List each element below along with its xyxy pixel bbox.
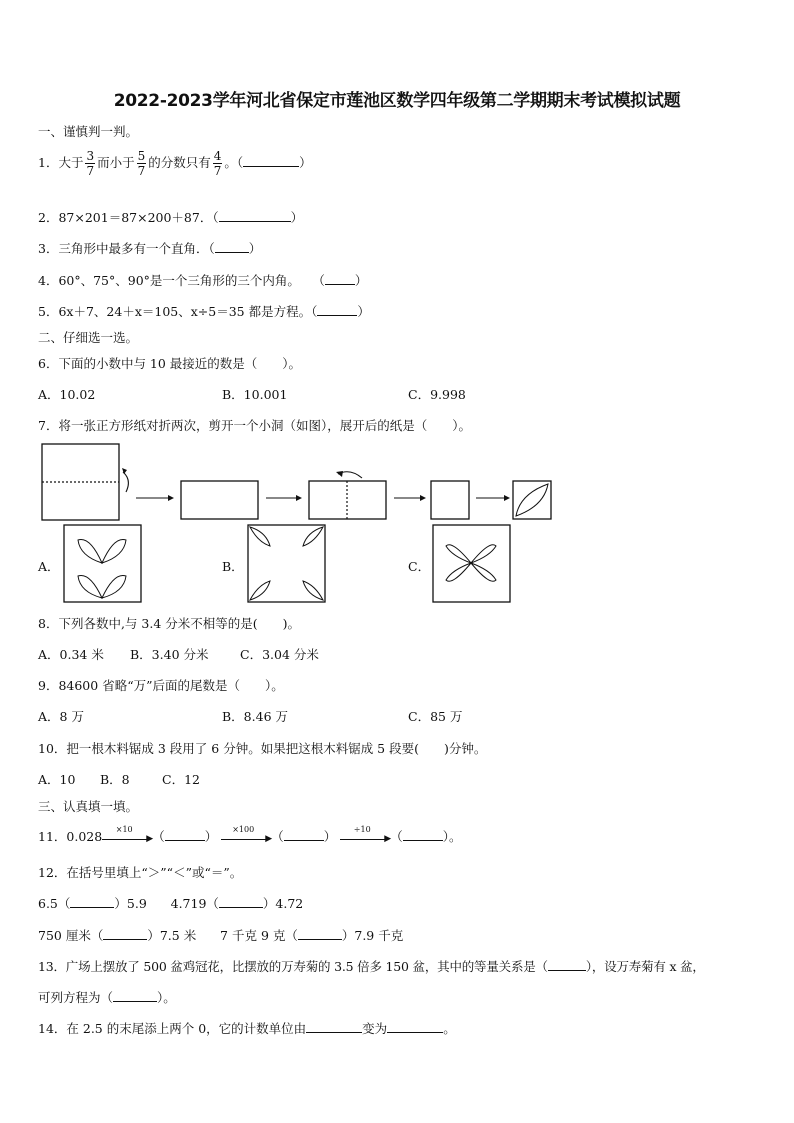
question-13-line-1 [38,957,705,975]
question-14 [38,1019,456,1037]
q1-fraction-1: $\frac{3}{7}$ [86,149,95,178]
q11-arrow-op-2: ×100 ▶ [221,831,271,845]
q6-option-b[interactable]: B．10.001 [222,387,288,402]
q1-text-mid: 而小于 [97,155,135,170]
q2-text: 2．87×201＝87×200＋87．（ [38,210,219,225]
q7-cut-hole [516,484,548,516]
q11-open-1: （ [152,829,165,844]
q14-answer-blank-2[interactable] [387,1020,443,1033]
section-heading-1: 一、谨慎判一判。 [38,124,139,139]
section-heading-3: 三、认真填一填。 [38,799,139,814]
q13-text-4: ）。 [157,990,176,1005]
q13-text-1: 13．广场上摆放了 500 盆鸡冠花，比摆放的万寿菊的 3.5 倍多 150 盆，其中的等量关系是（ [38,959,548,974]
question-9: 9．84600 省略“万”后面的尾数是（ ）。 [38,678,284,693]
q12-answer-blank-3[interactable] [103,927,147,940]
page-title: 2022-2023学年河北省保定市莲池区数学四年级第二学期期末考试模拟试题 [113,91,681,111]
q11-end: ）。 [442,829,462,844]
q13-text-2: ），设万寿菊有 x 盆， [585,959,705,974]
q7-folded-rect [181,481,258,519]
q3-close: ） [248,241,262,256]
question-13-line-2 [38,988,176,1006]
q3-text: 3．三角形中最多有一个直角．（ [38,241,215,256]
q12-row-1 [38,894,303,912]
q14-answer-blank-1[interactable] [306,1020,362,1033]
q8-option-b[interactable]: B．3.40 分米 [130,647,209,662]
q12-r1-left: 6.5（ [38,896,71,911]
q12-answer-blank-1[interactable] [70,895,114,908]
q11-answer-blank-3[interactable] [403,828,443,841]
question-7: 7．将一张正方形纸对折两次，剪开一个小洞（如图），展开后的纸是（ ）。 [38,418,471,433]
q7-option-b-figure [248,525,325,602]
q14-text-2: 变为 [362,1021,388,1036]
q11-start-value: 11．0.028 [38,829,103,844]
q12-r2-left-2: 7 千克 9 克（ [220,928,298,943]
q11-answer-blank-2[interactable] [284,828,324,841]
q12-r1-left-2: 4.719（ [170,896,219,911]
q1-close: ） [299,155,312,170]
q10-option-a[interactable]: A．10 [38,772,76,787]
q12-r1-right-2: ）4.72 [262,896,304,911]
q14-text-3: 。 [443,1021,456,1036]
q9-option-a[interactable]: A．8 万 [38,709,84,724]
q5-close: ） [357,304,370,319]
q7-option-b[interactable]: B． [222,559,244,574]
q1-text-post: 。（ [224,155,244,170]
q12-answer-blank-4[interactable] [298,927,342,940]
q9-option-b[interactable]: B．8.46 万 [222,709,288,724]
q12-answer-blank-2[interactable] [219,895,263,908]
q7-option-a[interactable]: A． [38,559,60,574]
q12-r2-right-2: ）7.9 千克 [341,928,404,943]
q11-arrow-op-3: ÷10 ▶ [340,831,390,845]
q9-option-c[interactable]: C．85 万 [408,709,463,724]
q11-close-2: ） [323,829,337,844]
q5-text: 5．6x＋7、24＋x＝105、x÷5＝35 都是方程。（ [38,304,318,319]
q12-r1-right: ）5.9 [114,896,147,911]
q1-text-pre: 1．大于 [38,155,84,170]
q7-option-c[interactable]: C． [408,559,431,574]
q12-r2-left: 750 厘米（ [38,928,104,943]
q1-text-mid2: 的分数只有 [148,155,211,170]
q12-row-2 [38,926,403,944]
question-11 [38,824,462,845]
q6-option-a[interactable]: A．10.02 [38,387,96,402]
q10-option-c[interactable]: C．12 [162,772,200,787]
question-6: 6．下面的小数中与 10 最接近的数是（ ）。 [38,356,302,371]
q13-answer-blank-1[interactable] [548,958,586,971]
q8-option-a[interactable]: A．0.34 米 [38,647,104,662]
q7-cut-square [513,481,551,519]
q11-answer-blank-1[interactable] [165,828,205,841]
q11-close-1: ） [204,829,218,844]
q4-text: 4．60°、75°、90°是一个三角形的三个内角。 （ [38,273,325,288]
q8-option-c[interactable]: C．3.04 分米 [240,647,319,662]
q2-close: ） [290,210,304,225]
q14-text-1: 14．在 2.5 的末尾添上两个 0，它的计数单位由 [38,1021,307,1036]
q11-open-3: （ [390,829,403,844]
q1-fraction-3: $\frac{4}{7}$ [213,149,222,178]
q12-r2-right: ）7.5 米 [147,928,197,943]
q13-text-3: 可列方程为（ [38,990,114,1005]
q7-small-square [431,481,469,519]
question-12: 12．在括号里填上“＞”“＜”或“＝”。 [38,865,243,880]
q7-fold-arrow-1 [123,472,128,492]
q6-option-c[interactable]: C．9.998 [408,387,466,402]
q4-close: ） [354,273,368,288]
question-10: 10．把一根木料锯成 3 段用了 6 分钟。如果把这根木料锯成 5 段要( )分钟。 [38,741,487,756]
section-heading-2: 二、仔细选一选。 [38,330,139,345]
q11-arrow-op-1: ×10 ▶ [102,831,152,845]
question-8: 8．下列各数中,与 3.4 分米不相等的是( )。 [38,616,301,631]
q11-open-2: （ [271,829,284,844]
q10-option-b[interactable]: B．8 [100,772,130,787]
q1-fraction-2: $\frac{5}{7}$ [137,149,146,178]
q13-answer-blank-2[interactable] [113,989,157,1002]
